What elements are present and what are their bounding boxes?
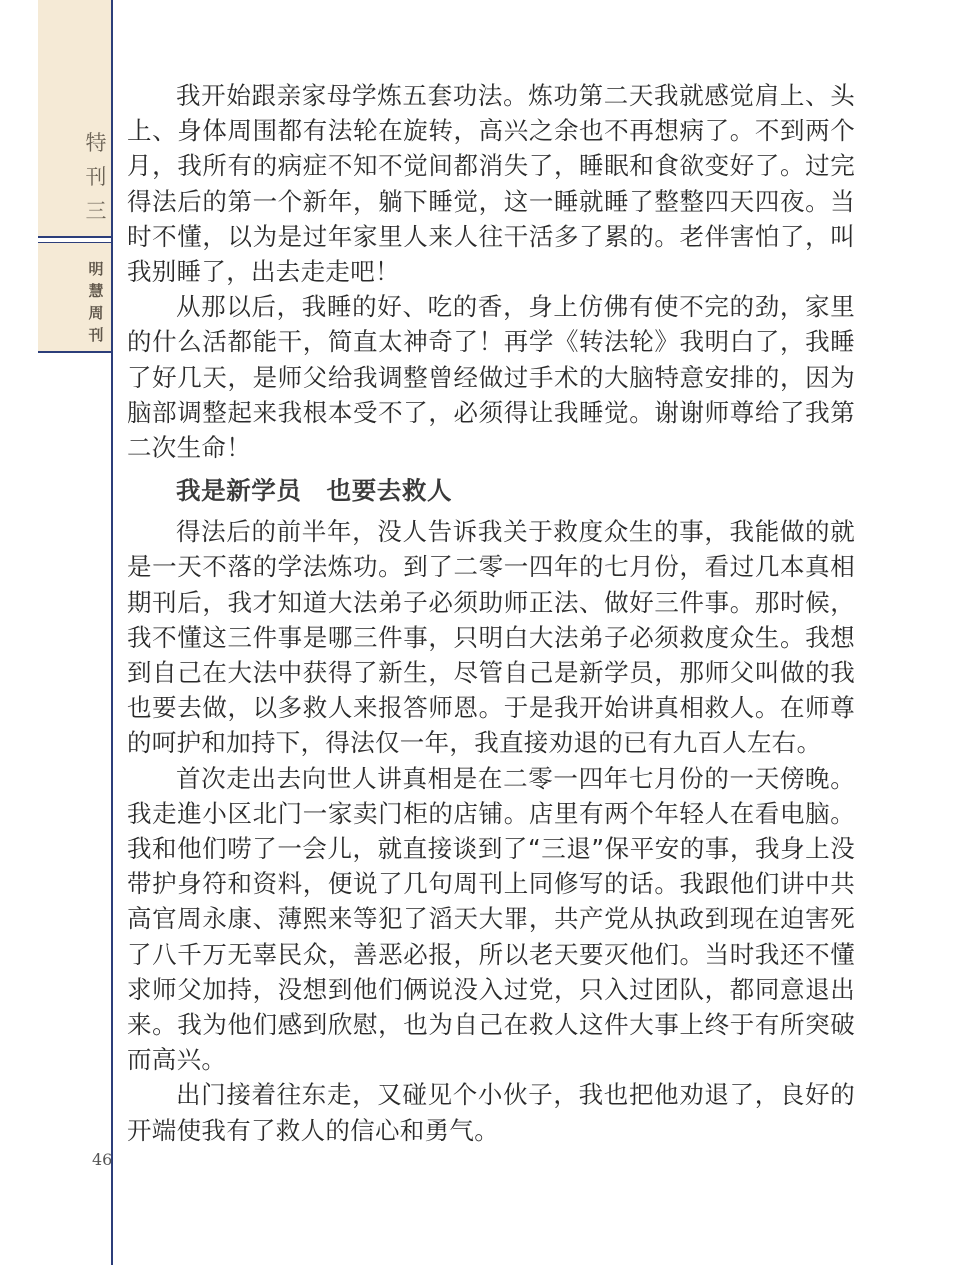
- issue-label: [84, 126, 108, 228]
- issue-label-char: 刊: [85, 165, 107, 189]
- brand-label-char: 周: [88, 304, 104, 322]
- issue-label-char: 特: [85, 131, 107, 155]
- section-heading: 我是新学员 也要去救人: [176, 476, 453, 506]
- side-tab-bottom-rule: [38, 351, 112, 353]
- paragraph: 首次走出去向世人讲真相是在二零一四年七月份的一天傍晚。我走進小区北门一家卖门柜的店铺。店里有两个年轻人在看电脑。我和他们唠了一会儿，就直接谈到了“三退”保平安的事，我身上没带护身符和资料，便说了几句周刊上同修写的话。我跟他们讲中共高官周永康、薄熙来等犯了滔天大罪，共产党从执政到现在迫害死了八千万无辜民众，善恶必报，所以老天要灭他们。当时我还不懂求师父加持，没想到他们俩说没入过党，只入过团队，都同意退出来。我为他们感到欣慰，也为自己在救人这件大事上终于有所突破而高兴。: [127, 763, 855, 1075]
- issue-label-char: 三: [85, 199, 107, 223]
- article-body: [127, 78, 855, 1148]
- paragraph: 得法后的前半年，没人告诉我关于救度众生的事，我能做的就是一天不落的学法炼功。到了二零一四年的七月份，看过几本真相期刊后，我才知道大法弟子必须助师正法、做好三件事。那时候，我不懂这三件事是哪三件事，只明白大法弟子必须救度众生。我想到自己在大法中获得了新生，尽管自己是新学员，那师父叫做的我也要去做，以多救人来报答师恩。于是我开始讲真相救人。在师尊的呵护和加持下，得法仅一年，我直接劝退的已有九百人左右。: [127, 517, 855, 758]
- paragraph: 出门接着往东走，又碰见个小伙子，我也把他劝退了，良好的开端使我有了救人的信心和勇气。: [127, 1080, 855, 1145]
- side-tab-divider: [38, 236, 112, 243]
- paragraph: 我开始跟亲家母学炼五套功法。炼功第二天我就感觉肩上、头上、身体周围都有法轮在旋转，高兴之余也不再想病了。不到两个月，我所有的病症不知不觉间都消失了，睡眠和食欲变好了。过完得法后的第一个新年，躺下睡觉，这一睡就睡了整整四天四夜。当时不懂，以为是过年家里人来人往干活多了累的。老伴害怕了，叫我别睡了，出去走走吧！: [127, 81, 855, 287]
- brand-label-char: 明: [88, 260, 104, 278]
- margin-rule: [111, 0, 113, 1265]
- brand-label-char: 刊: [88, 326, 104, 344]
- paragraph: 从那以后，我睡的好、吃的香，身上仿佛有使不完的劲，家里的什么活都能干，简直太神奇了！再学《转法轮》我明白了，我睡了好几天，是师父给我调整曾经做过手术的大脑特意安排的，因为脑部调整起来我根本受不了，必须得让我睡觉。谢谢师尊给了我第二次生命！: [127, 292, 855, 463]
- brand-label: [84, 258, 108, 346]
- brand-label-char: 慧: [88, 282, 104, 300]
- page-number: 46: [92, 1150, 113, 1169]
